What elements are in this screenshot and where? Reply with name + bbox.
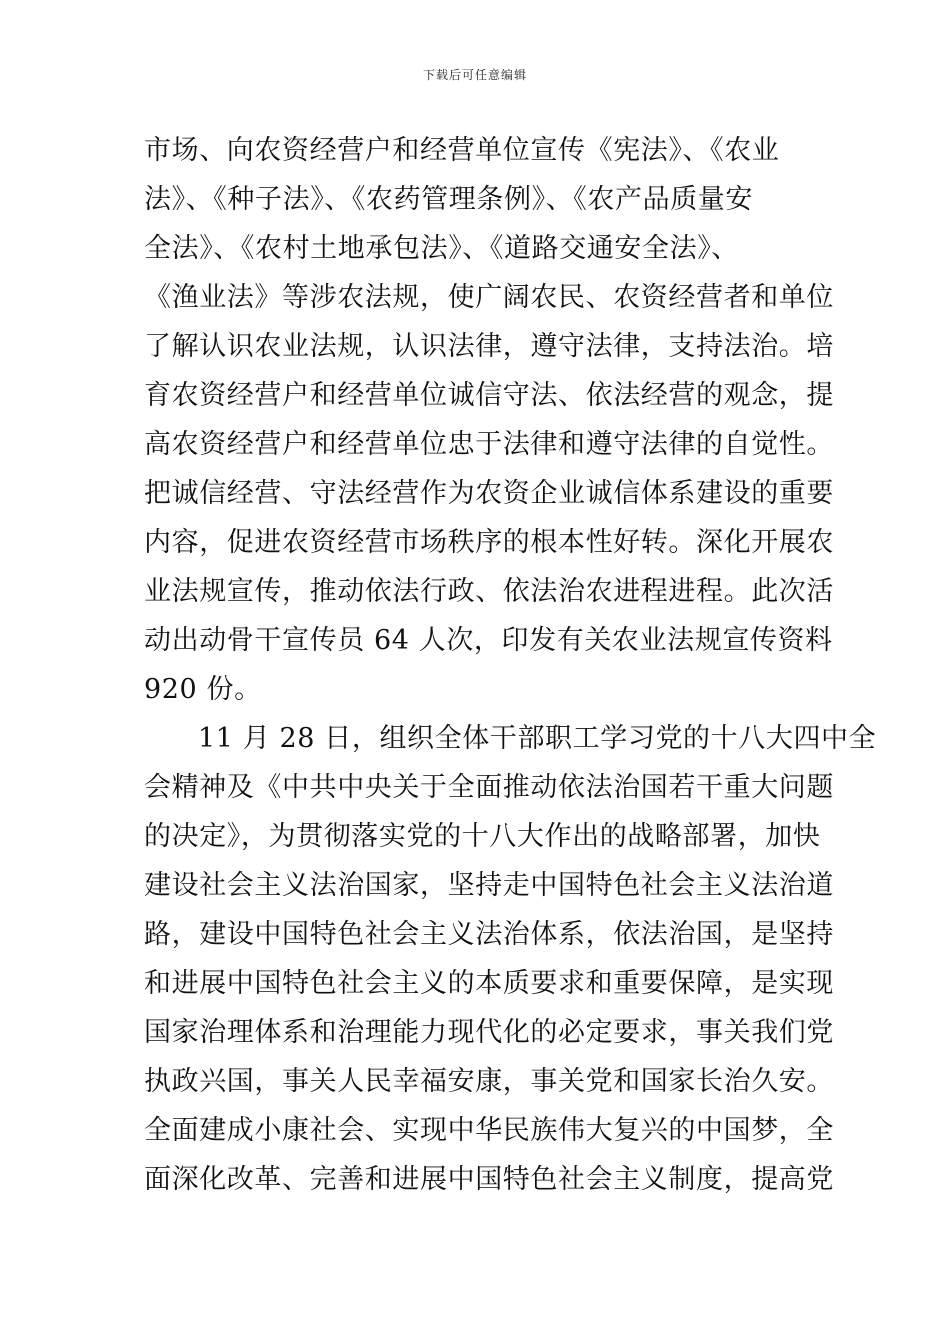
header-note: 下载后可任意编辑 xyxy=(422,68,527,82)
text-line: 面深化改革、完善和进展中国特色社会主义制度，提高党 xyxy=(144,1164,834,1195)
text-line: 全法》、《农村土地承包法》、《道路交通安全法》、 xyxy=(144,233,739,264)
text-line: 内容，促进农资经营市场秩序的根本性好转。深化开展农 xyxy=(144,527,834,558)
text-line: 市场、向农资经营户和经营单位宣传《宪法》、《农业 xyxy=(144,135,780,166)
text-line: 国家治理体系和治理能力现代化的必定要求，事关我们党 xyxy=(144,1017,834,1048)
document-body xyxy=(144,126,877,1204)
text-line: 和进展中国特色社会主义的本质要求和重要保障，是实现 xyxy=(144,968,834,999)
text-line: 建设社会主义法治国家，坚持走中国特色社会主义法治道 xyxy=(144,870,834,901)
text-line: 执政兴国，事关人民幸福安康，事关党和国家长治久安。 xyxy=(144,1066,834,1097)
text-line: 会精神及《中共中央关于全面推动依法治国若干重大问题 xyxy=(144,772,834,803)
paragraph-start-line: 11 月 28 日，组织全体干部职工学习党的十八大四中全 xyxy=(198,723,877,754)
text-line: 了解认识农业法规，认识法律，遵守法律，支持法治。培 xyxy=(144,331,834,362)
text-line: 法》、《种子法》、《农药管理条例》、《农产品质量安 xyxy=(144,184,753,215)
text-line: 育农资经营户和经营单位诚信守法、依法经营的观念，提 xyxy=(144,380,834,411)
text-line: 《渔业法》等涉农法规，使广阔农民、农资经营者和单位 xyxy=(144,282,834,313)
text-line: 动出动骨干宣传员 64 人次，印发有关农业法规宣传资料 xyxy=(144,625,833,656)
text-line: 业法规宣传，推动依法行政、依法治农进程进程。此次活 xyxy=(144,576,834,607)
text-line: 920 份。 xyxy=(144,674,262,705)
text-line: 路，建设中国特色社会主义法治体系，依法治国，是坚持 xyxy=(144,919,834,950)
text-line: 高农资经营户和经营单位忠于法律和遵守法律的自觉性。 xyxy=(144,429,834,460)
text-line: 的决定》，为贯彻落实党的十八大作出的战略部署，加快 xyxy=(144,821,821,852)
text-line: 把诚信经营、守法经营作为农资企业诚信体系建设的重要 xyxy=(144,478,834,509)
text-line: 全面建成小康社会、实现中华民族伟大复兴的中国梦，全 xyxy=(144,1115,834,1146)
